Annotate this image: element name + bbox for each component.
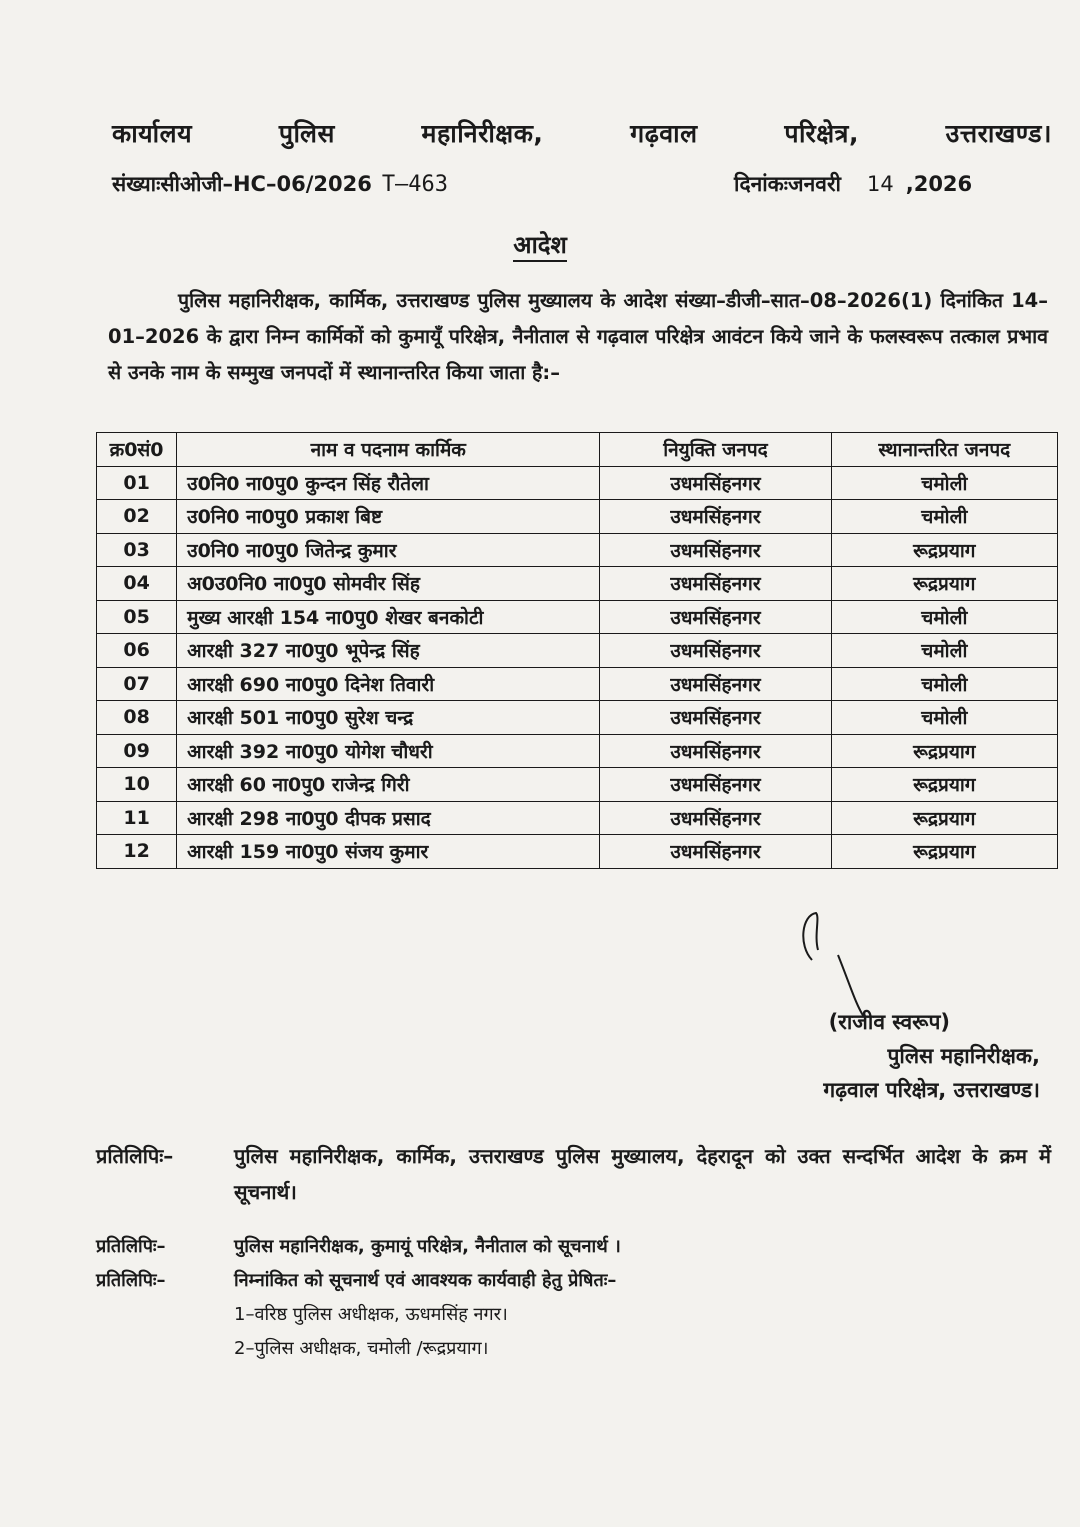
table-row [97, 600, 1058, 634]
date-label: दिनांकःजनवरी [734, 172, 841, 196]
name-cell: आरक्षी 60 ना0पु0 राजेन्द्र गिरी [177, 768, 600, 802]
transferred-district-cell: रूद्रप्रयाग [831, 734, 1057, 768]
name-cell: उ0नि0 ना0पु0 कुन्दन सिंह रौतेला [177, 466, 600, 500]
posted-district-cell: उधमसिंहनगर [600, 600, 831, 634]
transferred-district-cell: रूद्रप्रयाग [831, 801, 1057, 835]
transferred-district-cell: रूद्रप्रयाग [831, 533, 1057, 567]
col-header-serial: क्र0सं0 [97, 433, 177, 467]
copy-label: प्रतिलिपिः– [96, 1270, 166, 1291]
office-header-word: गढ़वाल [630, 119, 698, 148]
office-header-word: परिक्षेत्र, [784, 119, 859, 148]
signatory-office: गढ़वाल परिक्षेत्र, उत्तराखण्ड। [823, 1078, 1040, 1102]
transferred-district-cell: चमोली [831, 701, 1057, 735]
office-header-word: कार्यालय [112, 119, 193, 148]
name-cell: आरक्षी 159 ना0पु0 संजय कुमार [177, 835, 600, 869]
table-row [97, 835, 1058, 869]
order-date [734, 170, 972, 198]
name-cell: उ0नि0 ना0पु0 जितेन्द्र कुमार [177, 533, 600, 567]
serial-cell: 01 [97, 466, 177, 500]
serial-cell: 12 [97, 835, 177, 869]
serial-cell: 04 [97, 567, 177, 601]
table-row [97, 801, 1058, 835]
signatory-name: (राजीव स्वरूप) [828, 1010, 950, 1034]
table-row [97, 701, 1058, 735]
serial-cell: 08 [97, 701, 177, 735]
transferred-district-cell: चमोली [831, 634, 1057, 668]
copy-text: पुलिस महानिरीक्षक, कुमायूं परिक्षेत्र, नैनीताल को सूचनार्थ । [234, 1236, 621, 1257]
name-cell: आरक्षी 298 ना0पु0 दीपक प्रसाद [177, 801, 600, 835]
date-day: 14 [867, 172, 894, 196]
table-row [97, 768, 1058, 802]
transferred-district-cell: चमोली [831, 466, 1057, 500]
serial-cell: 02 [97, 500, 177, 534]
col-header-name: नाम व पदनाम कार्मिक [177, 433, 600, 467]
posted-district-cell: उधमसिंहनगर [600, 667, 831, 701]
table-row [97, 500, 1058, 534]
transferred-district-cell: चमोली [831, 500, 1057, 534]
name-cell: आरक्षी 392 ना0पु0 योगेश चौधरी [177, 734, 600, 768]
office-header-word: पुलिस [278, 119, 335, 148]
transferred-district-cell: रूद्रप्रयाग [831, 835, 1057, 869]
copy-label: प्रतिलिपिः– [96, 1236, 166, 1257]
reference-handwritten: T–463 [381, 172, 449, 197]
signatory-designation: पुलिस महानिरीक्षक, [887, 1044, 1040, 1068]
transfer-table [96, 432, 1058, 869]
table-row [97, 734, 1058, 768]
order-title: आदेश [513, 231, 567, 262]
serial-cell: 03 [97, 533, 177, 567]
table-row [97, 667, 1058, 701]
name-cell: मुख्य आरक्षी 154 ना0पु0 शेखर बनकोटी [177, 600, 600, 634]
posted-district-cell: उधमसिंहनगर [600, 533, 831, 567]
office-header [112, 116, 1052, 150]
copy-text: निम्नांकित को सूचनार्थ एवं आवश्यक कार्यवाही हेतु प्रेषितः– [234, 1270, 617, 1291]
posted-district-cell: उधमसिंहनगर [600, 768, 831, 802]
posted-district-cell: उधमसिंहनगर [600, 567, 831, 601]
table-row [97, 634, 1058, 668]
order-body: पुलिस महानिरीक्षक, कार्मिक, उत्तराखण्ड पुलिस मुख्यालय के आदेश संख्या–डीजी–सात–08–2026(1) दिनांकित 14–01–2026 के द्वारा निम्न कार्मिकों को कुमायूँ परिक्षेत्र, नैनीताल से गढ़वाल परिक्षेत्र आवंटन किये जाने के फलस्वरूप तत्काल प्रभाव से उनके नाम के सम्मुख जनपदों में स्थानान्तरित किया जाता है:– [108, 289, 1048, 384]
posted-district-cell: उधमसिंहनगर [600, 500, 831, 534]
office-header-word: उत्तराखण्ड। [945, 119, 1052, 148]
table-row [97, 466, 1058, 500]
posted-district-cell: उधमसिंहनगर [600, 466, 831, 500]
col-header-posted-district: नियुक्ति जनपद [600, 433, 831, 467]
transferred-district-cell: चमोली [831, 667, 1057, 701]
transferred-district-cell: रूद्रप्रयाग [831, 567, 1057, 601]
copy-to-3 [96, 1264, 1051, 1298]
copy-label: प्रतिलिपिः– [96, 1144, 174, 1168]
name-cell: आरक्षी 501 ना0पु0 सुरेश चन्द्र [177, 701, 600, 735]
col-header-transferred-district: स्थानान्तरित जनपद [831, 433, 1057, 467]
transferred-district-cell: चमोली [831, 600, 1057, 634]
signature-block [740, 1005, 1040, 1107]
name-cell: उ0नि0 ना0पु0 प्रकाश बिष्ट [177, 500, 600, 534]
name-cell: अ0उ0नि0 ना0पु0 सोमवीर सिंह [177, 567, 600, 601]
copy-text: पुलिस महानिरीक्षक, कार्मिक, उत्तराखण्ड पुलिस मुख्यालय, देहरादून को उक्त सन्दर्भित आदेश के क्रम में सूचनार्थ। [234, 1144, 1051, 1204]
reference-no: संख्याःसीओजी–HC–06/2026 [112, 172, 372, 196]
copy-to-group [96, 1230, 1051, 1366]
copy-to-1 [96, 1138, 1051, 1210]
transferred-district-cell: रूद्रप्रयाग [831, 768, 1057, 802]
table-header-row [97, 433, 1058, 467]
name-cell: आरक्षी 327 ना0पु0 भूपेन्द्र सिंह [177, 634, 600, 668]
reference-number [112, 170, 448, 198]
copy-recipient: 2–पुलिस अधीक्षक, चमोली /रूद्रप्रयाग। [234, 1338, 489, 1359]
order-title-wrap [0, 228, 1080, 261]
name-cell: आरक्षी 690 ना0पु0 दिनेश तिवारी [177, 667, 600, 701]
posted-district-cell: उधमसिंहनगर [600, 801, 831, 835]
table-row [97, 567, 1058, 601]
serial-cell: 07 [97, 667, 177, 701]
copy-to-2 [96, 1230, 1051, 1264]
table-row [97, 533, 1058, 567]
date-year: ,2026 [905, 172, 973, 196]
posted-district-cell: उधमसिंहनगर [600, 634, 831, 668]
serial-cell: 06 [97, 634, 177, 668]
posted-district-cell: उधमसिंहनगर [600, 701, 831, 735]
serial-cell: 09 [97, 734, 177, 768]
serial-cell: 10 [97, 768, 177, 802]
posted-district-cell: उधमसिंहनगर [600, 835, 831, 869]
office-header-word: महानिरीक्षक, [421, 119, 544, 148]
serial-cell: 11 [97, 801, 177, 835]
copy-recipient: 1–वरिष्ठ पुलिस अधीक्षक, ऊधमसिंह नगर। [234, 1304, 508, 1325]
posted-district-cell: उधमसिंहनगर [600, 734, 831, 768]
serial-cell: 05 [97, 600, 177, 634]
